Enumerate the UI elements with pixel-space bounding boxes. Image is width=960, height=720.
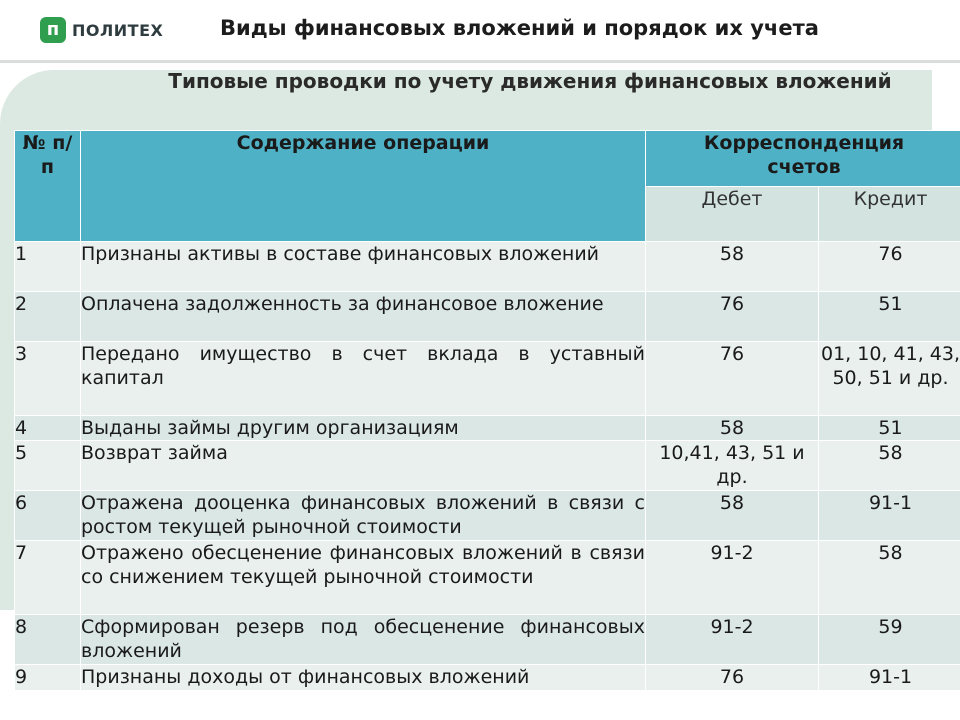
row-number: 9 [15,665,81,691]
table-row [15,491,960,541]
row-credit: 51 [819,416,960,441]
row-credit: 91-1 [819,665,960,691]
table-row [15,342,960,416]
row-operation: Сформирован резерв под обесценение финансовых вложений [81,615,646,665]
row-number: 6 [15,491,81,541]
row-debit: 91-2 [646,541,819,615]
table-row [15,665,960,691]
row-number: 4 [15,416,81,441]
row-debit: 76 [646,292,819,342]
polytech-logo [40,16,163,44]
table-row [15,416,960,441]
slide-header [0,0,960,62]
row-credit: 59 [819,615,960,665]
table-title: Типовые проводки по учету движения финансовых вложений [168,69,892,93]
table-row [15,441,960,491]
row-operation: Передано имущество в счет вклада в уставный капитал [81,342,646,416]
row-credit: 01, 10, 41, 43, 50, 51 и др. [819,342,960,416]
row-debit: 10,41, 43, 51 и др. [646,441,819,491]
header-credit: Кредит [819,187,960,242]
table-row [15,541,960,615]
row-credit: 58 [819,441,960,491]
header-operation: Содержание операции [81,131,646,242]
row-debit: 76 [646,665,819,691]
row-credit: 51 [819,292,960,342]
row-operation: Отражена дооценка финансовых вложений в связи с ростом текущей рыночной стоимости [81,491,646,541]
page-title: Виды финансовых вложений и порядок их учета [220,16,819,40]
row-number: 2 [15,292,81,342]
row-operation: Признаны активы в составе финансовых вложений [81,242,646,292]
row-operation: Выданы займы другим организациям [81,416,646,441]
row-debit: 91-2 [646,615,819,665]
row-debit: 58 [646,416,819,441]
row-number: 8 [15,615,81,665]
table-row [15,615,960,665]
table-row [15,292,960,342]
row-credit: 91-1 [819,491,960,541]
header-debit: Дебет [646,187,819,242]
row-debit: 76 [646,342,819,416]
row-credit: 58 [819,541,960,615]
row-credit: 76 [819,242,960,292]
row-number: 1 [15,242,81,292]
row-number: 5 [15,441,81,491]
row-debit: 58 [646,491,819,541]
header-number: № п/п [15,131,81,242]
row-number: 3 [15,342,81,416]
logo-icon: п [40,17,66,43]
logo-text: ПОЛИТЕХ [72,20,164,40]
row-operation: Признаны доходы от финансовых вложений [81,665,646,691]
row-operation: Оплачена задолженность за финансовое вложение [81,292,646,342]
row-debit: 58 [646,242,819,292]
row-number: 7 [15,541,81,615]
row-operation: Отражено обесценение финансовых вложений в связи со снижением текущей рыночной стоимости [81,541,646,615]
header-divider [0,60,960,63]
postings-table [14,130,960,691]
row-operation: Возврат займа [81,441,646,491]
table-row [15,242,960,292]
header-correspondence: Корреспонденция счетов [646,131,960,187]
